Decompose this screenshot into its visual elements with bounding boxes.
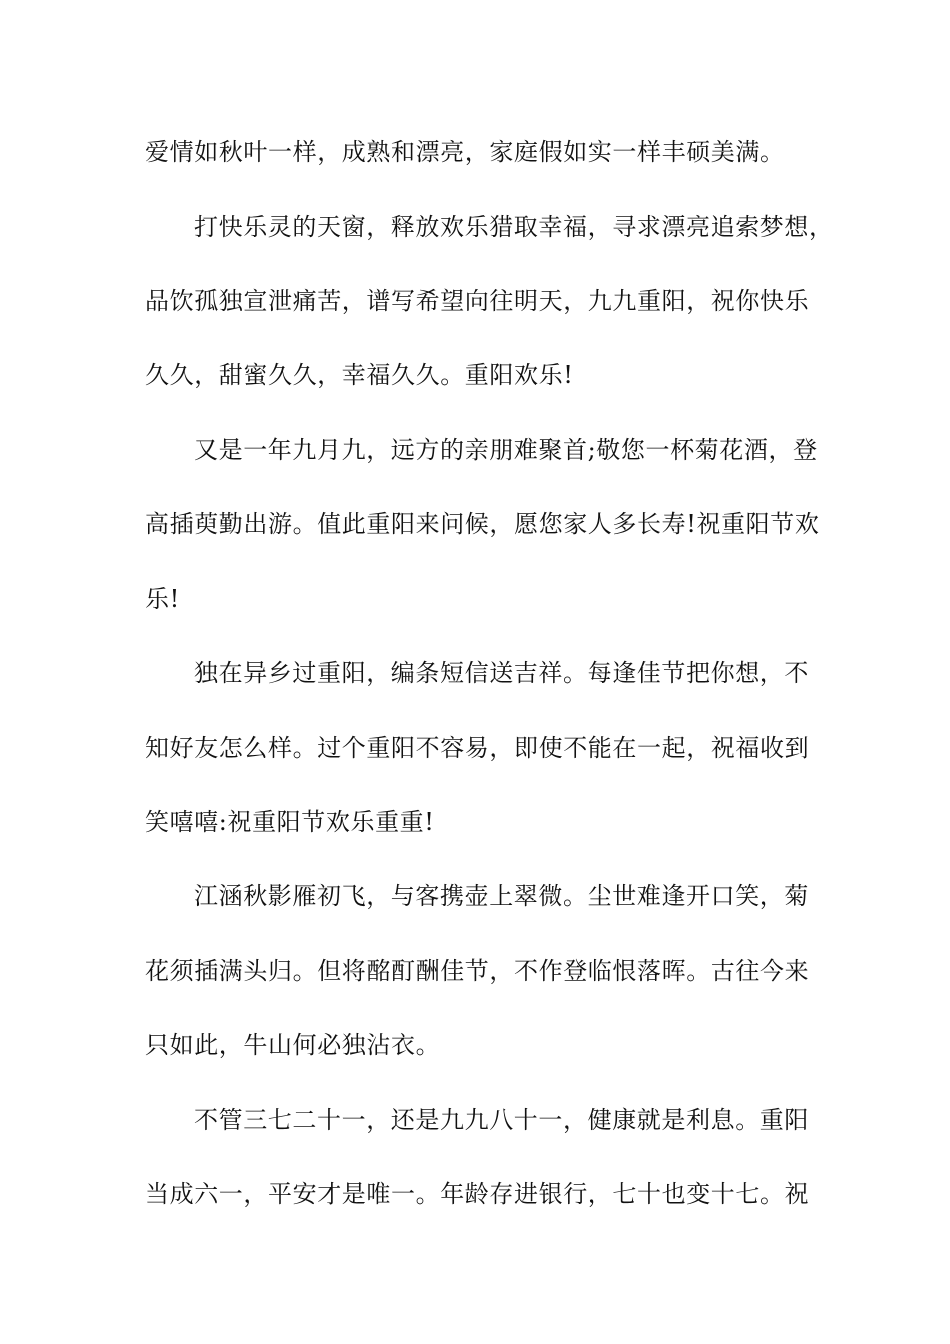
text-line: 花须插满头归。但将酩酊酬佳节，不作登临恨落晖。古往今来 <box>145 957 810 985</box>
text-line: 高插萸勤出游。值此重阳来问候，愿您家人多长寿!祝重阳节欢 <box>145 510 820 538</box>
text-line: 久久，甜蜜久久，幸福久久。重阳欢乐! <box>145 361 574 389</box>
text-line: 当成六一，平安才是唯一。年龄存进银行，七十也变十七。祝 <box>145 1180 810 1208</box>
paragraph-first-line: 独在异乡过重阳，编条短信送吉祥。每逢佳节把你想，不 <box>194 659 809 687</box>
paragraph-first-line: 又是一年九月九，远方的亲朋难聚首;敬您一杯菊花酒，登 <box>194 436 818 464</box>
text-line: 品饮孤独宣泄痛苦，谱写希望向往明天，九九重阳，祝你快乐 <box>145 287 810 315</box>
text-line: 笑嘻嘻:祝重阳节欢乐重重! <box>145 808 435 836</box>
text-line: 乐! <box>145 585 180 613</box>
text-line: 知好友怎么样。过个重阳不容易，即使不能在一起，祝福收到 <box>145 734 810 762</box>
paragraph-first-line: 不管三七二十一，还是九九八十一，健康就是利息。重阳 <box>194 1106 809 1134</box>
text-line: 只如此，牛山何必独沾衣。 <box>145 1031 441 1059</box>
text-line: 爱情如秋叶一样，成熟和漂亮，家庭假如实一样丰硕美满。 <box>145 138 785 166</box>
paragraph-first-line: 江涵秋影雁初飞，与客携壶上翠微。尘世难逢开口笑，菊 <box>194 882 809 910</box>
paragraph-first-line: 打快乐灵的天窗，释放欢乐猎取幸福，寻求漂亮追索梦想， <box>194 213 834 241</box>
